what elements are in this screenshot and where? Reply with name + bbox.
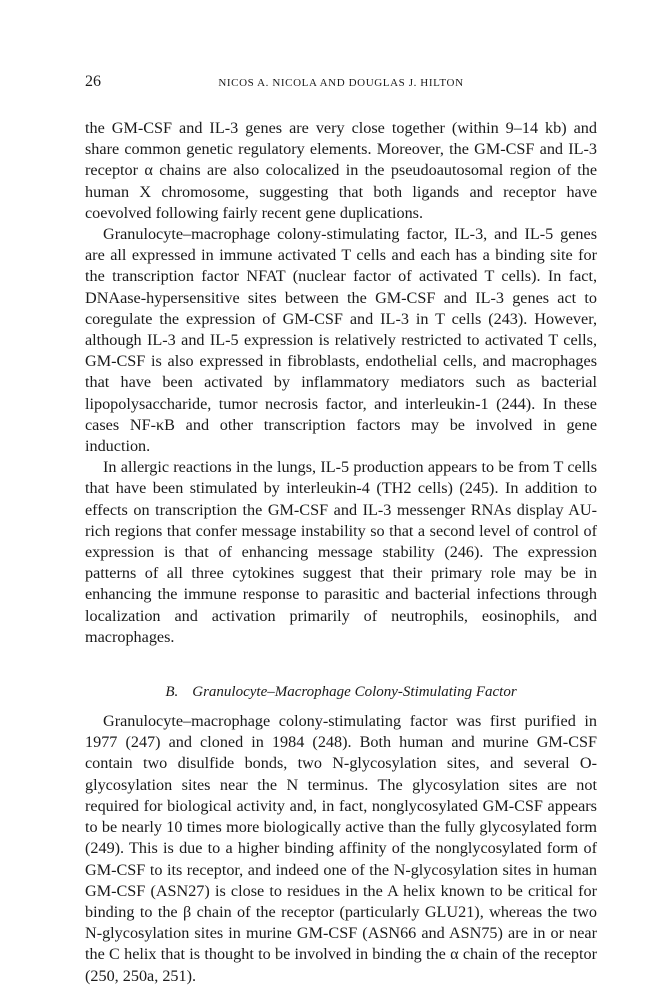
paragraph: In allergic reactions in the lungs, IL-5 production appears to be from T cells that have been stimulated by interleukin-4 (TH2 cells) (245). In addition to effects on transcription the GM-CSF and IL-3 messenger RNAs display AU-rich regions that confer message instability so that a second level of control of expression is that of enhancing message stability (246). The expression patterns of all three cytokines suggest that their primary role may be in enhancing the immune response to parasitic and bacterial infections through localization and activation primarily of neutrophils, eosinophils, and macrophages.	[85, 458, 597, 646]
page-number: 26	[85, 73, 101, 90]
running-head	[85, 72, 597, 92]
body-text	[85, 118, 597, 987]
running-head-authors: NICOS A. NICOLA AND DOUGLAS J. HILTON	[218, 77, 464, 89]
paragraph: Granulocyte–macrophage colony-stimulating factor, IL-3, and IL-5 genes are all expressed in immune activated T cells and each has a binding site for the transcription factor NFAT (nuclear factor of activated T cells). In fact, DNAase-hypersensitive sites between the GM-CSF and IL-3 genes act to coregulate the expression of GM-CSF and IL-3 in T cells (243). However, although IL-3 and IL-5 expression is relatively restricted to activated T cells, GM-CSF is also expressed in fibroblasts, endothelial cells, and macrophages that have been activated by inflammatory mediators such as bacterial lipopolysaccharide, tumor necrosis factor, and interleukin-1 (244). In these cases NF-κB and other transcription factors may be involved in gene induction.	[85, 225, 597, 456]
section-title: Granulocyte–Macrophage Colony-Stimulating Factor	[192, 684, 517, 701]
section-number: B.	[165, 684, 179, 701]
paragraph: Granulocyte–macrophage colony-stimulating factor was first purified in 1977 (247) and cloned in 1984 (248). Both human and murine GM-CSF contain two disulfide bonds, two N-glycosylation sites, and several O-glycosylation sites near the N terminus. The glycosylation sites are not required for biological activity and, in fact, nonglycosylated GM-CSF appears to be nearly 10 times more biologically active than the fully glycosylated form (249). This is due to a higher binding affinity of the nonglycosylated form of GM-CSF to its receptor, and indeed one of the N-glycosylation sites in human GM-CSF (ASN27) is close to residues in the A helix known to be critical for binding to the β chain of the receptor (particularly GLU21), whereas the two N-glycosylation sites in murine GM-CSF (ASN66 and ASN75) are in or near the C helix that is thought to be involved in binding the α chain of the receptor (250, 250a, 251).	[85, 712, 597, 985]
section-heading	[85, 682, 597, 703]
paragraph-continued: the GM-CSF and IL-3 genes are very close together (within 9–14 kb) and share common genetic regulatory elements. Moreover, the GM-CSF and IL-3 receptor α chains are also colocalized in the pseudoautosomal region of the human X chromosome, suggesting that both ligands and receptor have coevolved following fairly recent gene duplications.	[85, 119, 597, 222]
